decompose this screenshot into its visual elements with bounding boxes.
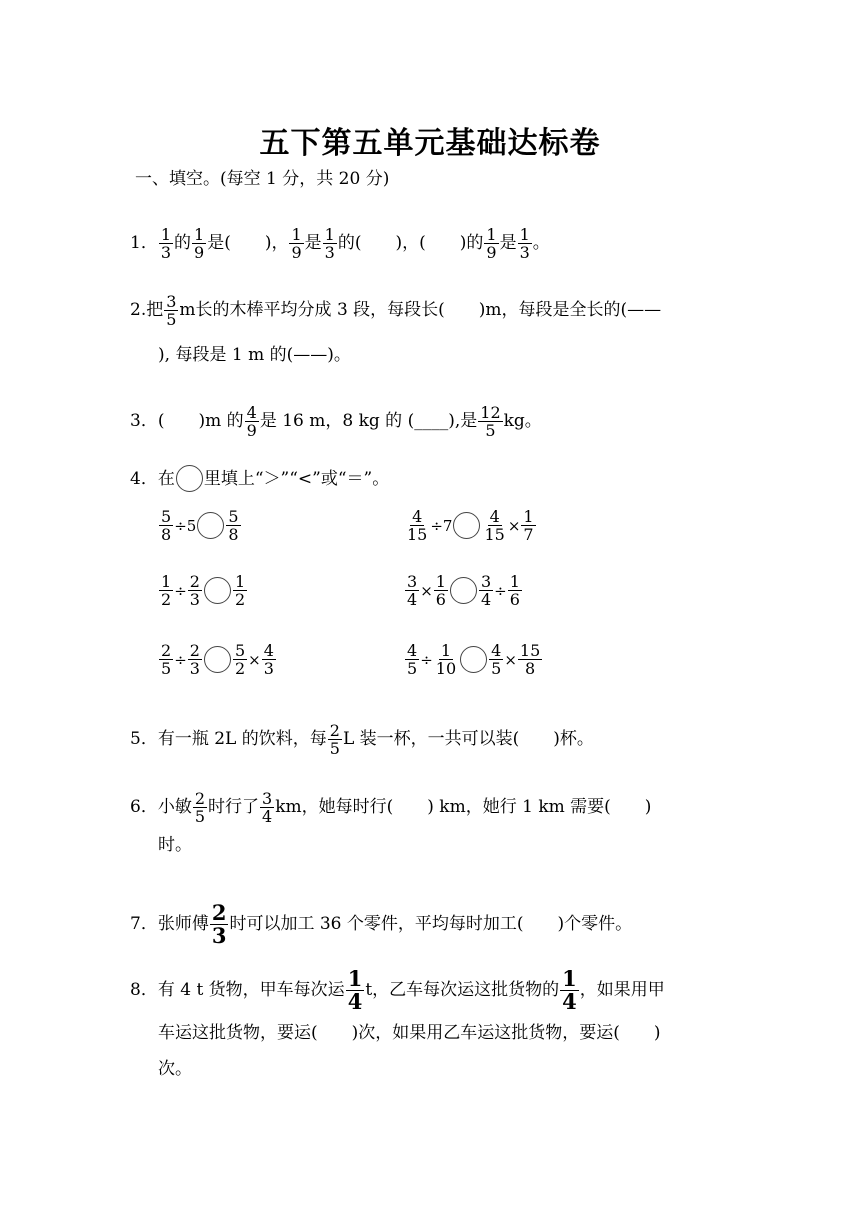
question-2: 2.把 $\frac{3}{5}$ m长的木棒平均分成 3 段，每段长( )m，每段是全长的(—— <box>130 292 662 329</box>
comparison-item: $\frac{2}{5}$ ÷ $\frac{2}{3}$ $\frac{5}{2}$ × $\frac{4}{3}$ <box>161 641 274 678</box>
question-1: 1． $\frac{1}{3}$ 的 $\frac{1}{9}$ 是( )， $\frac{1}{9}$ 是 $\frac{1}{3}$ 的( )，( )的 $\frac{1}{9}$ 是 $\frac{1}{3}$ 。 <box>130 225 550 262</box>
page-title: 五下第五单元基础达标卷 <box>259 126 601 161</box>
section-heading: 一、填空。(每空 1 分，共 20 分) <box>135 169 390 189</box>
answer-blank: (____),是 <box>407 411 478 431</box>
question-8-line-2: 车运这批货物，要运( )次，如果用乙车运这批货物，要运( ) <box>158 1023 661 1043</box>
question-8: 8．有 4 t 货物，甲车每次运 $\frac{1}{4}$ t，乙车每次运这批货物的 $\frac{1}{4}$ ，如果用甲 <box>130 966 665 1014</box>
comparison-circle[interactable] <box>204 646 231 673</box>
fraction: $\frac{1}{4}$ <box>347 966 363 1014</box>
question-6: 6．小敏 $\frac{2}{5}$ 时行了 $\frac{3}{4}$ km，她每时行( ) km，她行 1 km 需要( ) <box>130 789 652 826</box>
comparison-circle[interactable] <box>450 577 477 604</box>
fraction: $\frac{2}{5}$ <box>329 721 340 758</box>
fraction: $\frac{2}{3}$ <box>211 900 227 948</box>
question-2-line-2: ), 每段是 1 m 的(——)。 <box>158 345 351 365</box>
fraction: $\frac{1}{9}$ <box>291 225 302 262</box>
comparison-item: $\frac{4}{5}$ ÷ $\frac{1}{10}$ $\frac{4}{5}$ × $\frac{15}{8}$ <box>407 641 541 678</box>
comparison-circle[interactable] <box>197 512 224 539</box>
fraction: $\frac{1}{9}$ <box>194 225 205 262</box>
comparison-circle[interactable] <box>460 646 487 673</box>
question-4: 4． 在 里填上“＞”“<”或“＝”。 <box>130 465 389 492</box>
fraction: $\frac{2}{5}$ <box>194 789 206 826</box>
question-8-line-3: 次。 <box>158 1059 192 1079</box>
comparison-circle[interactable] <box>204 577 231 604</box>
comparison-item: $\frac{5}{8}$ ÷5 $\frac{5}{8}$ <box>161 507 239 544</box>
question-7: 7．张师傅 $\frac{2}{3}$ 时可以加工 36 个零件，平均每时加工( )个零件。 <box>130 900 633 948</box>
fraction: $\frac{3}{4}$ <box>262 789 273 826</box>
comparison-circle[interactable] <box>453 512 480 539</box>
comparison-item: $\frac{1}{2}$ ÷ $\frac{2}{3}$ $\frac{1}{2}$ <box>161 572 246 609</box>
fraction: $\frac{3}{5}$ <box>166 292 177 329</box>
question-6-line-2: 时。 <box>158 835 192 855</box>
fraction: $\frac{1}{3}$ <box>160 225 172 262</box>
question-number: 1． <box>130 233 158 253</box>
circle-blank-icon <box>176 465 203 492</box>
fraction: $\frac{1}{3}$ <box>324 225 335 262</box>
question-5: 5．有一瓶 2L 的饮料，每 $\frac{2}{5}$ L 装一杯，一共可以装( )杯。 <box>130 721 594 758</box>
fraction: $\frac{4}{9}$ <box>246 403 257 440</box>
fraction: $\frac{1}{9}$ <box>486 225 497 262</box>
fraction: $\frac{1}{4}$ <box>562 966 577 1014</box>
comparison-item: $\frac{4}{15}$ ÷7 $\frac{4}{15}$ × $\frac{1}{7}$ <box>407 507 534 544</box>
fraction: $\frac{12}{5}$ <box>480 403 501 440</box>
question-3: 3．( )m 的 $\frac{4}{9}$ 是 16 m，8 kg 的 (____),是 $\frac{12}{5}$ kg。 <box>130 403 542 440</box>
comparison-item: $\frac{3}{4}$ × $\frac{1}{6}$ $\frac{3}{4}$ ÷ $\frac{1}{6}$ <box>407 572 520 609</box>
fraction: $\frac{1}{3}$ <box>519 225 530 262</box>
